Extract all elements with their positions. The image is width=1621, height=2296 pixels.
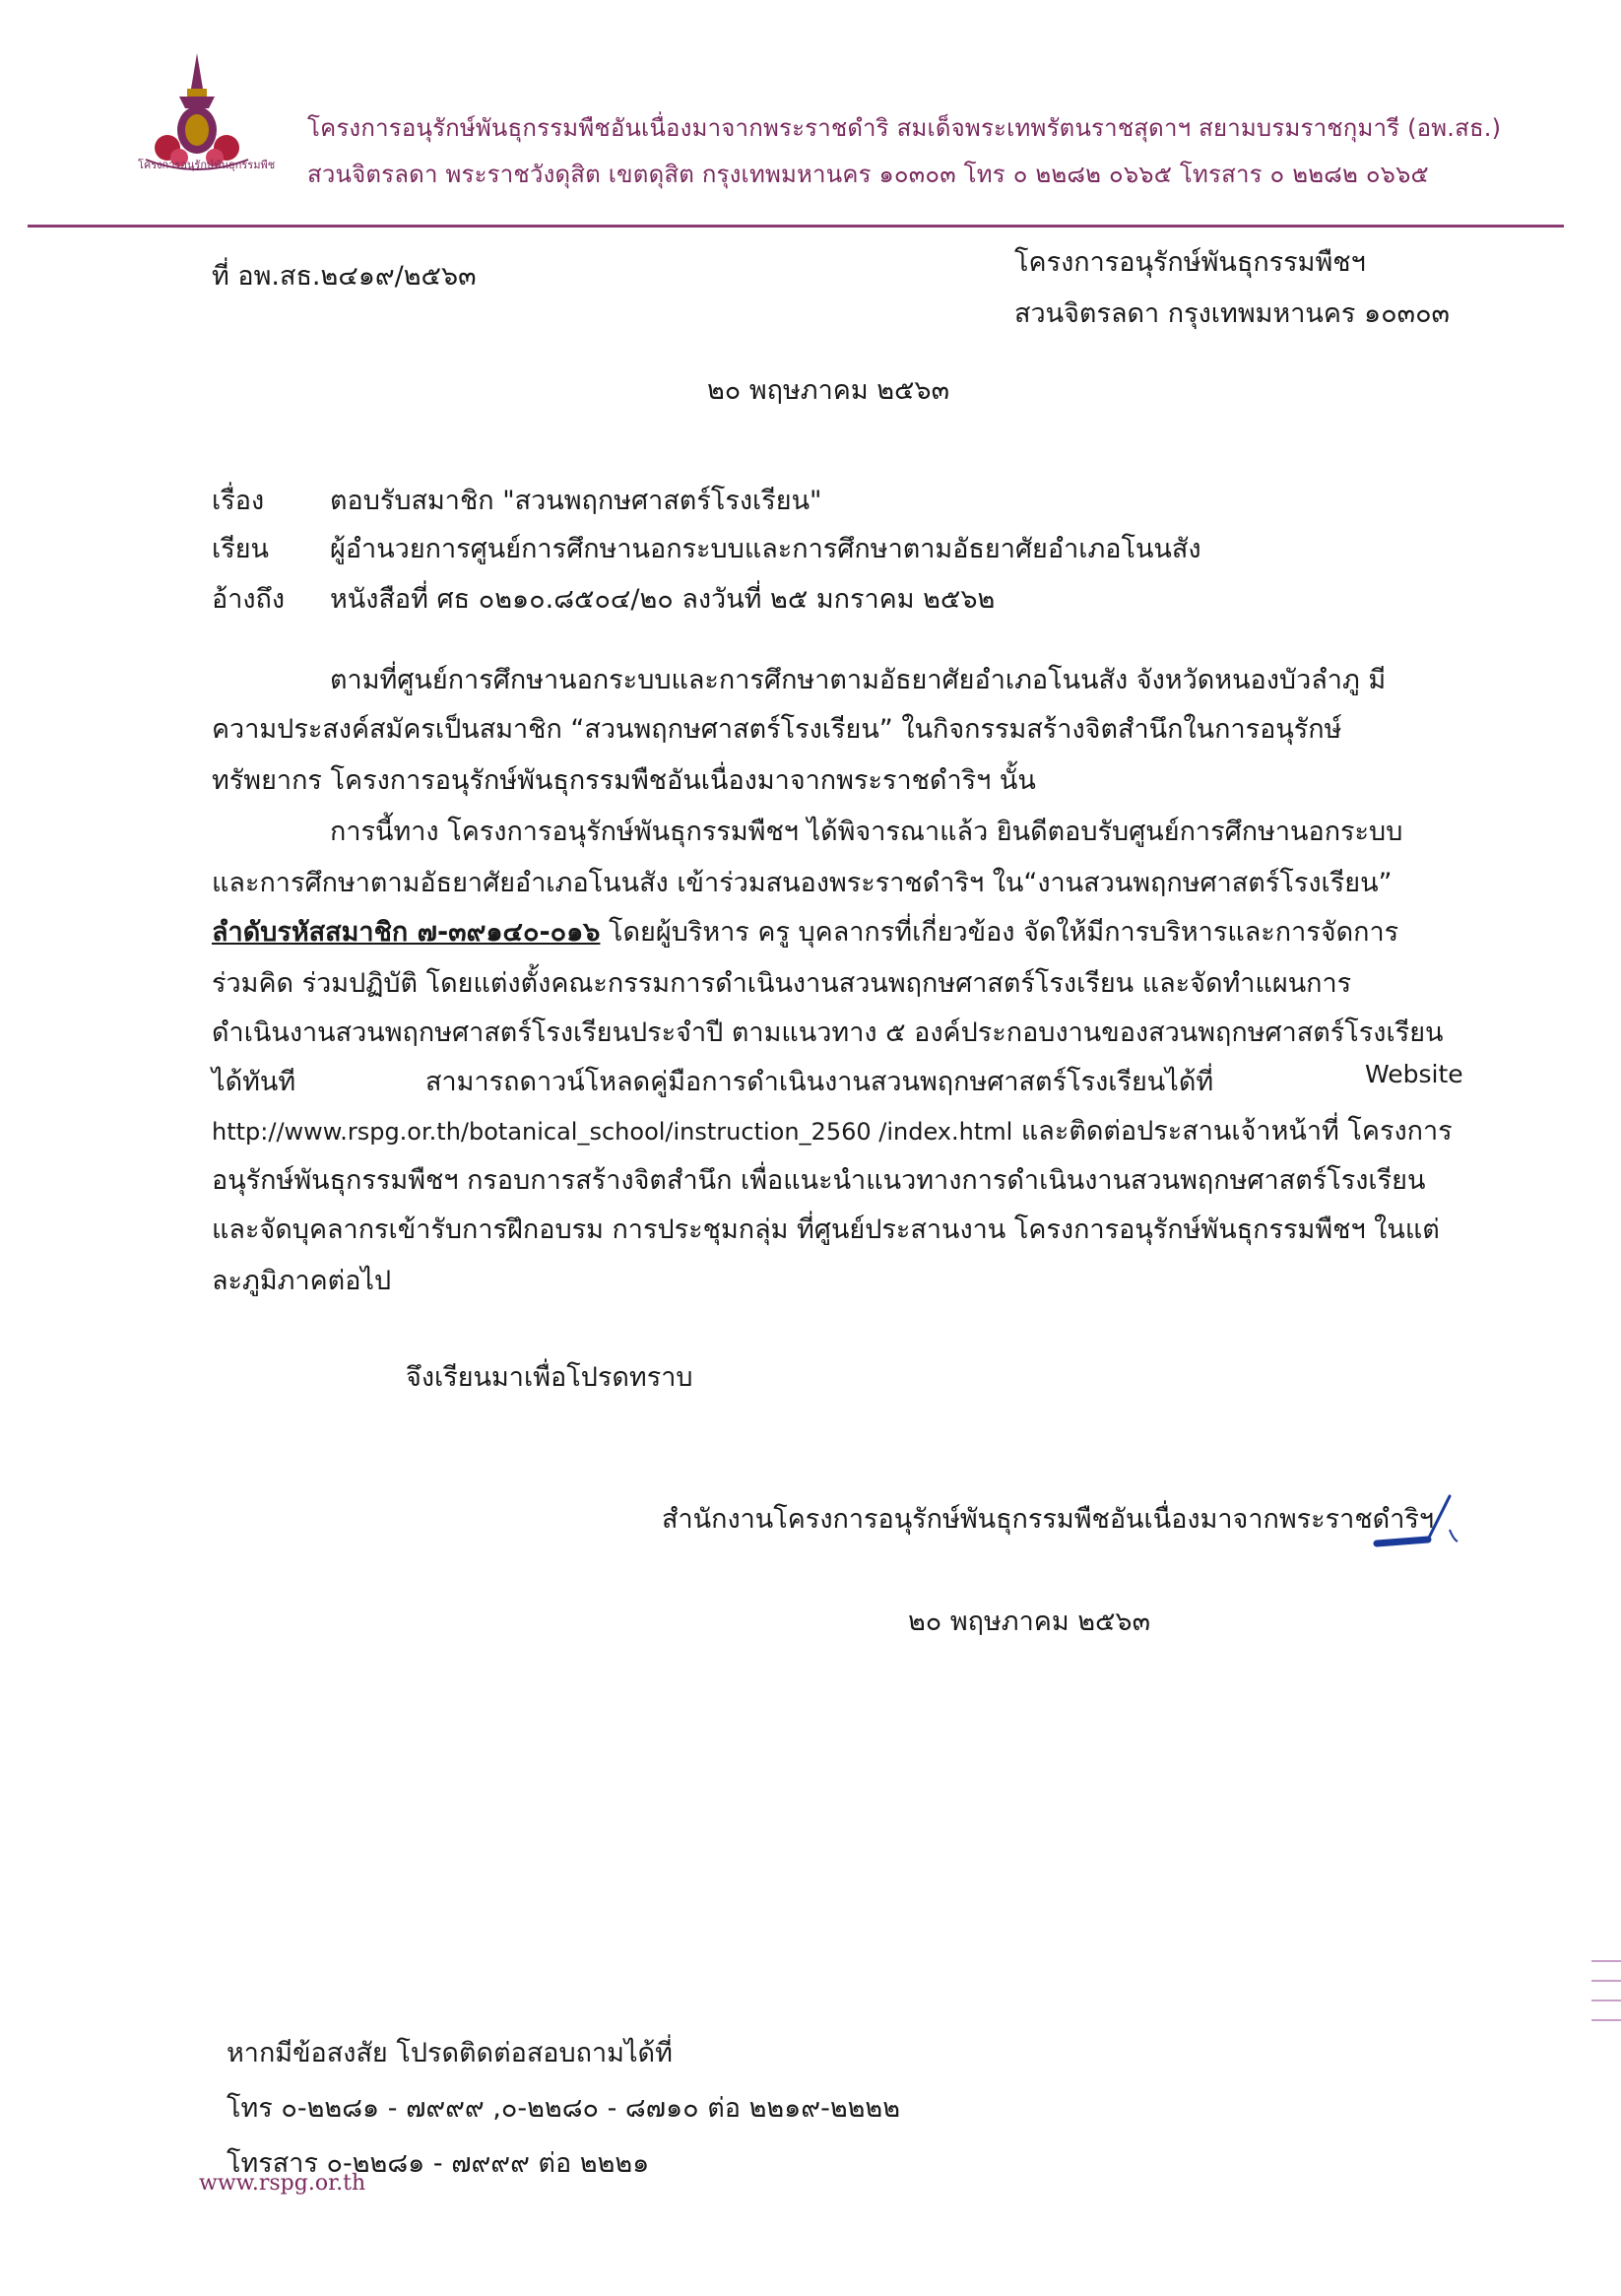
scan-edge-mark (1591, 2000, 1621, 2001)
header-divider (28, 225, 1564, 228)
handwritten-signature (1369, 1482, 1467, 1551)
footer-website-link[interactable]: www.rspg.or.th (199, 2171, 366, 2196)
closing-line: จึงเรียนมาเพื่อโปรดทราบ (406, 1362, 693, 1393)
body-line: การนี้ทาง โครงการอนุรักษ์พันธุกรรมพืชฯ ได้พิจารณาแล้ว ยินดีตอบรับศูนย์การศึกษานอกระบบ (330, 817, 1403, 847)
scan-edge-mark (1591, 2019, 1621, 2021)
body-line: และจัดบุคลากรเข้ารับการฝึกอบรม การประชุมกลุ่ม ที่ศูนย์ประสานงาน โครงการอนุรักษ์พันธุกรรมพืชฯ ในแต่ (212, 1214, 1440, 1245)
body-text: โดยผู้บริหาร ครู บุคลากรที่เกี่ยวข้อง จัดให้มีการบริหารและการจัดการ (600, 917, 1399, 948)
body-line (212, 1109, 1453, 1151)
body-line: ทรัพยากร โครงการอนุรักษ์พันธุกรรมพืชอันเนื่องมาจากพระราชดำริฯ นั้น (212, 765, 1036, 796)
recipient-value: ผู้อำนวยการศูนย์การศึกษานอกระบบและการศึกษาตามอัธยาศัยอำเภอโนนสัง (330, 534, 1201, 564)
member-code: ลำดับรหัสสมาชิก ๗-๓๙๑๔๐-๐๑๖ (212, 917, 601, 948)
body-line: และการศึกษาตามอัธยาศัยอำเภอโนนสัง เข้าร่วมสนองพระราชดำริฯ ใน“งานสวนพฤกษศาสตร์โรงเรียน” (212, 868, 1393, 898)
sender-address: สวนจิตรลดา กรุงเทพมหานคร ๑๐๓๐๓ (1014, 298, 1451, 329)
body-line: ความประสงค์สมัครเป็นสมาชิก “สวนพฤกษศาสตร์โรงเรียน” ในกิจกรรมสร้างจิตสำนึกในการอนุรักษ์ (212, 714, 1342, 745)
contact-intro: หากมีข้อสงสัย โปรดติดต่อสอบถามได้ที่ (227, 2038, 673, 2068)
body-line: อนุรักษ์พันธุกรรมพืชฯ กรอบการสร้างจิตสำนึก เพื่อแนะนำแนวทางการดำเนินงานสวนพฤกษศาสตร์โรงเรียน (212, 1165, 1426, 1196)
document-date: ๒๐ พฤษภาคม ๒๕๖๓ (707, 375, 950, 406)
logo-caption: โครงการอนุรักษ์พันธุกรรมพืช (138, 159, 276, 171)
body-line: ละภูมิภาคต่อไป (212, 1266, 392, 1296)
contact-phone: โทร ๐-๒๒๘๑ - ๗๙๙๙ ,๐-๒๒๘๐ - ๘๗๑๐ ต่อ ๒๒๑๙-๒๒๒๒ (227, 2093, 901, 2124)
subject-label: เรื่อง (212, 486, 265, 516)
reference-label: อ้างถึง (212, 584, 286, 615)
signing-office: สำนักงานโครงการอนุรักษ์พันธุกรรมพืชอันเนื่องมาจากพระราชดำริฯ (662, 1504, 1435, 1535)
body-text: และติดต่อประสานเจ้าหน้าที่ โครงการ (1012, 1116, 1453, 1147)
header-org-name: โครงการอนุรักษ์พันธุกรรมพืชอันเนื่องมาจากพระราชดำริ สมเด็จพระเทพรัตนราชสุดาฯ สยามบรมราชกุมารี (อพ.สธ.) (307, 114, 1502, 142)
document-number: ที่ อพ.สธ.๒๔๑๙/๒๕๖๓ (212, 261, 477, 292)
manual-url-link[interactable]: http://www.rspg.or.th/botanical_school/instruction_2560 /index.html (212, 1118, 1013, 1146)
signature-date: ๒๐ พฤษภาคม ๒๕๖๓ (908, 1607, 1151, 1637)
header-address: สวนจิตรลดา พระราชวังดุสิต เขตดุสิต กรุงเทพมหานคร ๑๐๓๐๓ โทร ๐ ๒๒๘๒ ๐๖๖๕ โทรสาร ๐ ๒๒๘๒ ๐๖๖๕ (307, 161, 1429, 188)
reference-value: หนังสือที่ ศธ ๐๒๑๐.๘๕๐๔/๒๐ ลงวันที่ ๒๕ มกราคม ๒๕๖๒ (330, 584, 996, 615)
body-line: ตามที่ศูนย์การศึกษานอกระบบและการศึกษาตามอัธยาศัยอำเภอโนนสัง จังหวัดหนองบัวลำภู มี (330, 665, 1387, 695)
body-line: ร่วมคิด ร่วมปฏิบัติ โดยแต่งตั้งคณะกรรมการดำเนินงานสวนพฤกษศาสตร์โรงเรียน และจัดทำแผนการ (212, 968, 1352, 999)
sender-name: โครงการอนุรักษ์พันธุกรรมพืชฯ (1014, 247, 1366, 278)
body-line: ดำเนินงานสวนพฤกษศาสตร์โรงเรียนประจำปี ตามแนวทาง ๕ องค์ประกอบงานของสวนพฤกษศาสตร์โรงเรียน (212, 1017, 1444, 1048)
contact-fax: โทรสาร ๐-๒๒๘๑ - ๗๙๙๙ ต่อ ๒๒๒๑ (227, 2148, 650, 2179)
recipient-label: เรียน (212, 534, 270, 564)
body-line-download-a: ได้ทันที (212, 1067, 296, 1097)
subject-value: ตอบรับสมาชิก "สวนพฤกษศาสตร์โรงเรียน" (330, 486, 822, 516)
scan-edge-mark (1591, 1980, 1621, 1982)
body-line-download-b: สามารถดาวน์โหลดคู่มือการดำเนินงานสวนพฤกษศาสตร์โรงเรียนได้ที่ (425, 1067, 1214, 1097)
body-line (212, 910, 1398, 952)
scan-edge-mark (1591, 1960, 1621, 1962)
body-line-download-c: Website (1365, 1060, 1463, 1088)
